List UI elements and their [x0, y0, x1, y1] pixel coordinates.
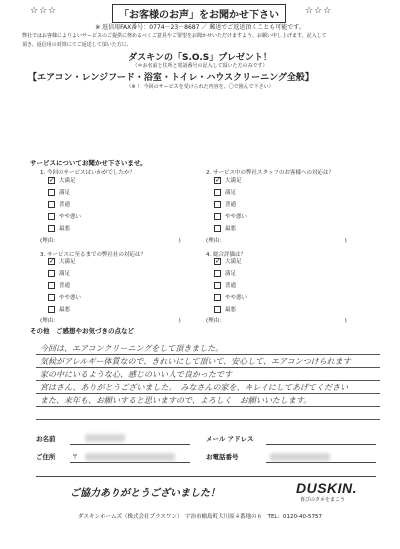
checkbox[interactable]	[214, 270, 221, 277]
service-banner: 【エアコン・レンジフード・浴室・トイレ・ハウスクリーニング全般】	[28, 73, 314, 83]
checkbox[interactable]	[48, 258, 55, 265]
duskin-logo: DUSKIN.	[296, 480, 358, 496]
address-extra-line[interactable]	[36, 476, 376, 477]
q2-options	[214, 175, 247, 235]
q3-option[interactable]: 満足	[48, 268, 81, 280]
postal-mark: 〒	[72, 454, 79, 461]
checkbox[interactable]	[48, 189, 55, 196]
q2-option[interactable]: ✓大満足	[214, 175, 247, 187]
logo-tagline: 喜びのタネをまこう	[300, 497, 346, 503]
q2-option[interactable]: 普通	[214, 199, 247, 211]
q1-reason[interactable]: (理由： )	[40, 238, 181, 244]
q4-option[interactable]: 普通	[214, 280, 247, 292]
checkbox[interactable]	[48, 270, 55, 277]
survey-heading: サービスについてお聞かせ下さいませ。	[30, 159, 147, 167]
company-info: ダスキンホームズ（株式会社プラスワン） 宇治市槇島町大川原４番地の６ TEL：0120-40-5757	[78, 514, 322, 520]
checkbox[interactable]	[214, 213, 221, 220]
stars-left: ☆☆☆	[30, 6, 58, 16]
comment-line-1[interactable]: 今回は、エアコンクリーニングをして頂きました。	[40, 344, 224, 353]
q2-option[interactable]: やや悪い	[214, 211, 247, 223]
intro-line-1: 弊社ではお客様によりよいサービスのご提供に努めるべくご意見やご要望をお聞かせいただけますよう、お願い申し上げます。記入して	[22, 33, 327, 39]
comment-rule	[36, 393, 380, 394]
present-note: （＊お名前と住所と電話番号の記入して頂いた方のみです）	[132, 63, 268, 69]
email-field[interactable]	[266, 444, 376, 445]
name-redacted	[85, 434, 125, 442]
present-title: ダスキンの「S.O.S」プレゼント！	[128, 53, 272, 63]
q1-option[interactable]: 最悪	[48, 223, 81, 235]
comment-line-4[interactable]: 宮はさん、ありがとうございました。 みなさんの家を、キレイにしてあげてください	[40, 383, 348, 392]
checkbox[interactable]	[214, 282, 221, 289]
checkbox[interactable]	[214, 225, 221, 232]
q1-option[interactable]: 満足	[48, 187, 81, 199]
checkbox[interactable]	[214, 294, 221, 301]
q1-option[interactable]: やや悪い	[48, 211, 81, 223]
checkbox[interactable]	[48, 306, 55, 313]
checkbox[interactable]	[48, 201, 55, 208]
thanks-message: ご協力ありがとうございました！	[70, 488, 220, 499]
q4-option[interactable]: 満足	[214, 268, 247, 280]
checkbox[interactable]	[48, 225, 55, 232]
q3-option[interactable]: やや悪い	[48, 292, 81, 304]
fax-line: ※ 返信用FAX番号：0774－23－8687 ／ 郵送でご返送頂くことも可能です。	[95, 24, 305, 31]
q1-option[interactable]: ✓大満足	[48, 175, 81, 187]
form-title: 「お客様のお声」をお聞かせ下さい	[112, 4, 286, 23]
checkbox[interactable]	[214, 177, 221, 184]
comment-rule	[36, 380, 380, 381]
checkbox[interactable]	[214, 306, 221, 313]
phone-label: お電話番号	[206, 453, 239, 461]
q4-option[interactable]: やや悪い	[214, 292, 247, 304]
comment-line-3[interactable]: 家の中にいるような心、感じのいい人で良かったです	[40, 370, 232, 379]
intro-line-2: 頂き、返信用の封筒にてご返送して頂いた方に、	[22, 42, 132, 48]
q4-reason[interactable]: (理由： )	[206, 318, 347, 324]
q1-title: 1. 今回のサービスはいかがでしたか？	[40, 170, 135, 176]
comment-rule	[36, 354, 380, 355]
address-redacted	[85, 453, 175, 461]
comment-rule	[36, 367, 380, 368]
email-label: メール アドレス	[206, 435, 254, 443]
address-label: ご住所	[36, 453, 56, 461]
q4-option[interactable]: 最悪	[214, 304, 247, 316]
comments-heading: その他 ご感想やお気づきの点など	[30, 327, 134, 335]
comment-line-5[interactable]: また、来年も、お願いすると思いますので、よろしく お願いいたします。	[40, 396, 312, 405]
comment-line-2[interactable]: 気候がアレルギー体質なので、きれいにして頂いて、安心して、エアコンつけられます	[40, 357, 351, 366]
q3-option[interactable]: 最悪	[48, 304, 81, 316]
checkbox[interactable]	[48, 294, 55, 301]
checkbox[interactable]	[48, 282, 55, 289]
checkbox[interactable]	[48, 177, 55, 184]
q1-option[interactable]: 普通	[48, 199, 81, 211]
q4-option[interactable]: ✓大満足	[214, 256, 247, 268]
comment-rule	[36, 406, 380, 407]
comment-rule	[36, 419, 380, 420]
stars-right: ☆☆☆	[305, 6, 333, 16]
checkbox[interactable]	[214, 189, 221, 196]
q3-title: 3. サービスに至るまでの弊社社の対応は？	[40, 252, 146, 258]
checkbox[interactable]	[214, 258, 221, 265]
q3-option[interactable]: ✓大満足	[48, 256, 81, 268]
q3-options	[48, 256, 81, 316]
q4-title: 4. 総合評価は？	[206, 252, 246, 258]
q2-option[interactable]: 最悪	[214, 223, 247, 235]
q2-title: 2. サービス中の弊社スタッフのお客様への対応は？	[206, 170, 334, 176]
q2-option[interactable]: 満足	[214, 187, 247, 199]
phone-redacted	[270, 453, 330, 461]
phone-field[interactable]	[266, 462, 376, 463]
q1-options	[48, 175, 81, 235]
q3-option[interactable]: 普通	[48, 280, 81, 292]
checkbox[interactable]	[214, 201, 221, 208]
service-note: （※ ！ 今回のサービスを受けられた内容を、〇で囲んで下さい）	[126, 84, 274, 90]
checkbox[interactable]	[48, 213, 55, 220]
name-field[interactable]	[70, 444, 190, 445]
q2-reason[interactable]: (理由： )	[206, 238, 347, 244]
name-label: お名前	[36, 435, 56, 443]
q3-reason[interactable]: (理由： )	[40, 318, 181, 324]
address-field[interactable]	[70, 462, 190, 463]
q4-options	[214, 256, 247, 316]
